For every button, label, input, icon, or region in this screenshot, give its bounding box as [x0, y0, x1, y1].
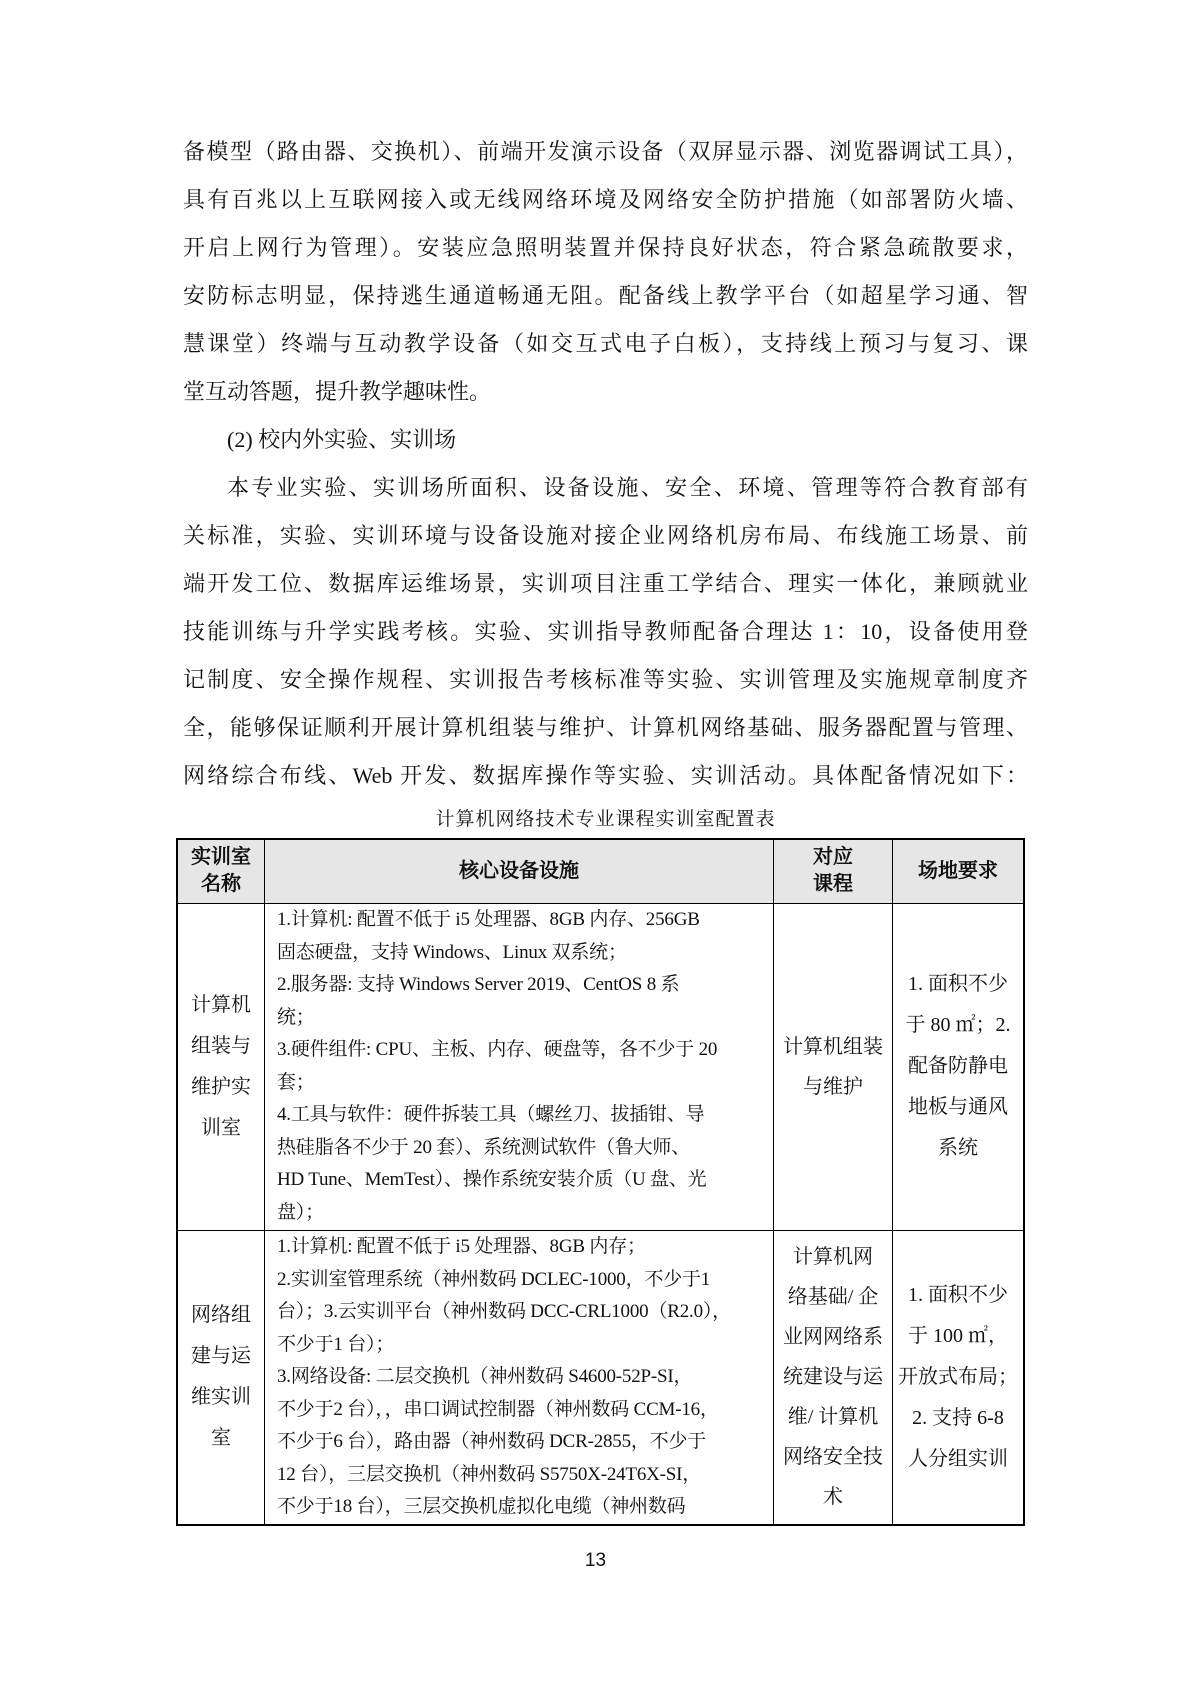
- text-line: 术: [823, 1486, 843, 1509]
- course-cell: [774, 1230, 893, 1525]
- room-name-cell: [177, 1230, 265, 1525]
- text-line: 2.服务器: 支持 Windows Server 2019、CentOS 8 系: [277, 974, 680, 995]
- text-line: 不少于1 台）；: [277, 1333, 395, 1355]
- text-line: 场地要求: [918, 859, 998, 882]
- text-line: 维实训: [191, 1386, 251, 1409]
- text-line: HD Tune、MemTest）、操作系统安装介质（U 盘、光: [277, 1169, 707, 1190]
- text-line: 3.硬件组件: CPU、主板、内存、硬盘等，各不少于 20: [277, 1039, 718, 1060]
- text-line: 训室: [201, 1116, 241, 1139]
- text-line: 不少于2 台），，串口调试控制器（神州数码 CCM-16，: [277, 1398, 719, 1420]
- text-line: 人分组实训: [908, 1447, 1008, 1470]
- site-requirement-cell: [893, 1230, 1025, 1525]
- text-line: 热硅脂各不少于 20 套）、系统测试软件（鲁大师、: [277, 1136, 691, 1158]
- text-line: 计算机组装: [783, 1035, 883, 1058]
- text-line: 计算机网: [793, 1246, 873, 1269]
- text-line: 1. 面积不少: [908, 1283, 1008, 1306]
- text-line: 备模型（路由器、交换机）、前端开发演示设备（双屏显示器、浏览器调试工具），: [183, 139, 1028, 164]
- text-line: 实训室: [191, 846, 251, 869]
- course-cell: [774, 903, 893, 1230]
- text-line: 技能训练与升学实践考核。实验、实训指导教师配备合理达 1：10，设备使用登: [183, 619, 1028, 644]
- page-number: 13: [584, 1550, 607, 1571]
- text-line: 课程: [813, 873, 853, 896]
- text-line: 具有百兆以上互联网接入或无线网络环境及网络安全防护措施（如部署防火墙、: [183, 187, 1028, 212]
- text-line: 统；: [277, 1006, 315, 1028]
- text-line: 2. 支持 6-8: [912, 1406, 1004, 1429]
- text-line: 网络组: [191, 1304, 251, 1327]
- equipment-text: [265, 1231, 773, 1523]
- header-room-name: [177, 839, 265, 903]
- site-requirement-cell: [893, 903, 1025, 1230]
- text-line: 3.网络设备: 二层交换机（神州数码 S4600-52P-SI，: [277, 1366, 693, 1388]
- text-line: 1.计算机: 配置不低于 i5 处理器、8GB 内存；: [277, 1236, 646, 1258]
- table-row-network-ops: [177, 1230, 1024, 1525]
- equipment-cell: [265, 1230, 774, 1525]
- text-line: 1. 面积不少: [908, 973, 1008, 995]
- paragraph-classroom-facilities: [183, 128, 1028, 416]
- paragraph-training-sites: [183, 464, 1028, 800]
- text-line: 盘）；: [277, 1201, 324, 1223]
- text-line: 本专业实验、实训场所面积、设备设施、安全、环境、管理等符合教育部有: [227, 475, 1028, 500]
- text-line: 名称: [201, 873, 241, 896]
- text-line: 2.实训室管理系统（神州数码 DCLEC-1000，不少于1: [277, 1268, 711, 1290]
- text-line: 安防标志明显，保持逃生通道畅通无阻。配备线上教学平台（如超星学习通、智: [183, 283, 1028, 308]
- text-line: 全，能够保证顺利开展计算机组装与维护、计算机网络基础、服务器配置与管理、: [183, 715, 1028, 740]
- text-line: 地板与通风: [908, 1096, 1008, 1118]
- text-line: 12 台），三层交换机（神州数码 S5750X-24T6X-SI，: [277, 1463, 702, 1485]
- text-line: 对应: [813, 846, 853, 869]
- text-line: 于 100 ㎡，: [908, 1324, 1008, 1347]
- text-line: 统建设与运: [783, 1366, 883, 1389]
- text-line: 于 80 ㎡；2.: [905, 1014, 1011, 1036]
- text-line: 堂互动答题，提升教学趣味性。: [183, 379, 492, 404]
- text-line: 网络综合布线、Web 开发、数据库操作等实验、实训活动。具体配备情况如下：: [183, 763, 1028, 788]
- text-line: 固态硬盘，支持 Windows、Linux 双系统；: [277, 941, 627, 963]
- equipment-cell: [265, 903, 774, 1230]
- text-line: 配备防静电: [908, 1055, 1008, 1077]
- header-course: [774, 839, 893, 903]
- text-line: 计算机: [191, 993, 251, 1016]
- text-line: 1.计算机: 配置不低于 i5 处理器、8GB 内存、256GB: [277, 909, 700, 930]
- equipment-text: [265, 904, 773, 1229]
- text-line: 4.工具与软件：硬件拆装工具（螺丝刀、拔插钳、导: [277, 1104, 705, 1125]
- text-line: 维/ 计算机: [787, 1406, 879, 1429]
- text-line: 不少于18 台），三层交换机虚拟化电缆（神州数码: [277, 1496, 686, 1518]
- text-line: 系统: [938, 1137, 978, 1159]
- text-line: 业网网络系: [783, 1326, 883, 1349]
- document-content: [183, 128, 1028, 1526]
- text-line: 不少于6 台），路由器（神州数码 DCR-2855，不少于: [277, 1431, 707, 1453]
- table-title: 计算机网络技术专业课程实训室配置表: [435, 809, 776, 830]
- text-line: 与维护: [803, 1075, 863, 1098]
- header-site: [893, 839, 1025, 903]
- text-line: 台）；3.云实训平台（神州数码 DCC-CRL1000（R2.0），: [277, 1301, 731, 1323]
- text-line: 慧课堂）终端与互动教学设备（如交互式电子白板），支持线上预习与复习、课: [183, 331, 1028, 356]
- text-line: 维护实: [191, 1075, 251, 1098]
- text-line: 室: [211, 1427, 231, 1450]
- table-row-computer-assembly: [177, 903, 1024, 1230]
- text-line: 建与运: [191, 1345, 251, 1368]
- text-line: 开放式布局；: [898, 1365, 1018, 1388]
- training-room-config-table: [176, 838, 1025, 1526]
- section-heading: (2) 校内外实验、实训场: [227, 427, 457, 452]
- text-line: 套；: [277, 1071, 315, 1093]
- text-line: 核心设备设施: [459, 859, 579, 882]
- text-line: 网络安全技: [783, 1446, 883, 1469]
- text-line: 关标准，实验、实训环境与设备设施对接企业网络机房布局、布线施工场景、前: [183, 523, 1028, 548]
- text-line: 端开发工位、数据库运维场景，实训项目注重工学结合、理实一体化，兼顾就业: [183, 571, 1028, 596]
- text-line: 开启上网行为管理）。安装应急照明装置并保持良好状态，符合紧急疏散要求，: [183, 235, 1028, 260]
- room-name-cell: [177, 903, 265, 1230]
- text-line: 组装与: [191, 1034, 251, 1057]
- text-line: 记制度、安全操作规程、实训报告考核标准等实验、实训管理及实施规章制度齐: [183, 667, 1028, 692]
- text-line: 络基础/ 企: [787, 1286, 879, 1309]
- header-equipment: [265, 839, 774, 903]
- table-header-row: [177, 839, 1024, 903]
